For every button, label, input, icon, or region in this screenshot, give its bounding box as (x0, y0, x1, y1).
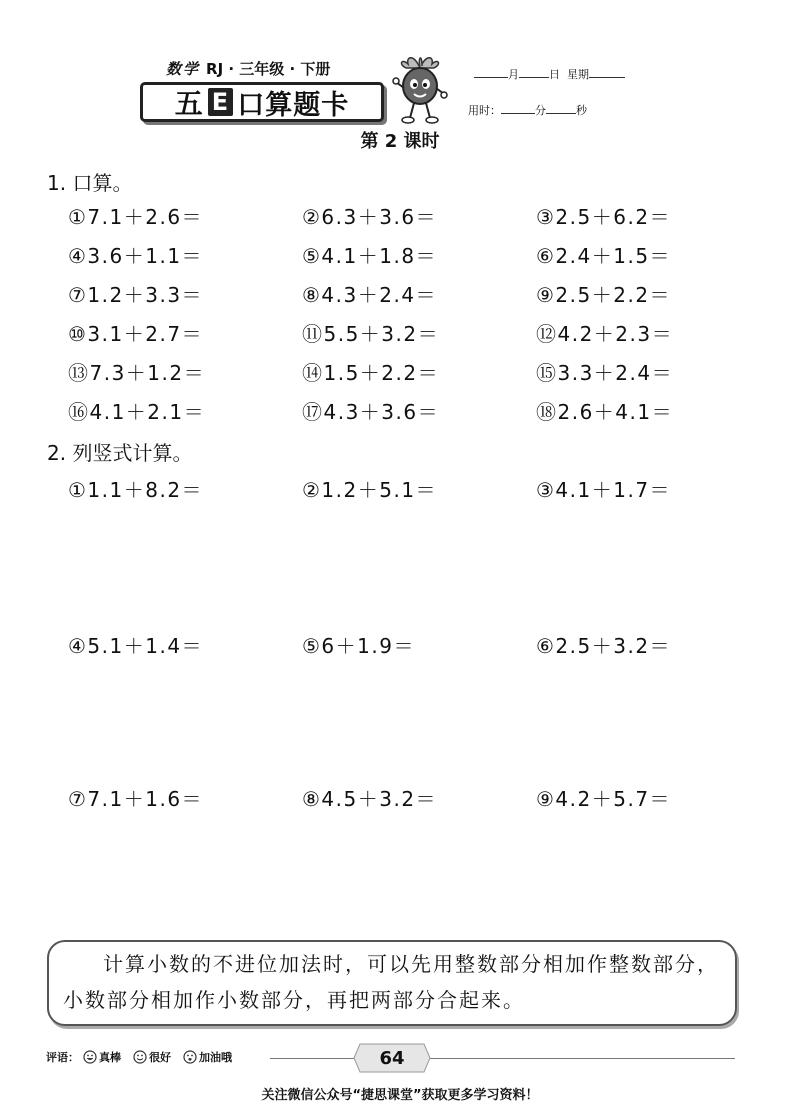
s1-problem: ⑬7.3＋1.2＝ (68, 361, 206, 385)
rating-option-great[interactable] (83, 1049, 121, 1065)
rating-option-keep-going[interactable] (183, 1049, 232, 1065)
footer-divider (270, 1058, 354, 1059)
s1-problem: ⑥2.4＋1.5＝ (536, 244, 672, 268)
s1-problem: ②6.3＋3.6＝ (302, 205, 438, 229)
day-label: 日 (549, 68, 560, 81)
s1-problem: ⑩3.1＋2.7＝ (68, 322, 204, 346)
footer-divider (430, 1058, 735, 1059)
mascot-radish-icon (392, 50, 448, 128)
date-line (474, 66, 625, 82)
s1-problem: ⑭1.5＋2.2＝ (302, 361, 440, 385)
rating-label: 评语： (46, 1051, 79, 1064)
s1-problem: ⑱2.6＋4.1＝ (536, 400, 674, 424)
smile-face-icon (133, 1050, 147, 1064)
section1-title: 1. 口算。 (47, 171, 133, 195)
section2-title: 2. 列竖式计算。 (47, 441, 193, 465)
s2-problem: ⑨4.2＋5.7＝ (536, 787, 672, 811)
time-line (468, 102, 587, 118)
title-letter: E (208, 88, 233, 116)
month-label: 月 (508, 68, 519, 81)
s2-problem: ②1.2＋5.1＝ (302, 478, 438, 502)
page-number: 64 (379, 1047, 405, 1069)
day-blank[interactable] (519, 67, 549, 78)
edition-subtitle (166, 58, 330, 79)
tip-text: 计算小数的不进位加法时，可以先用整数部分相加作整数部分，小数部分相加作小数部分，再把两部分合起来。 (63, 952, 719, 1012)
s2-problem: ④5.1＋1.4＝ (68, 634, 204, 658)
s1-problem: ⑯4.1＋2.1＝ (68, 400, 206, 424)
s1-problem: ⑪5.5＋3.2＝ (302, 322, 440, 346)
s2-problem: ⑦7.1＋1.6＝ (68, 787, 204, 811)
s2-problem: ①1.1＋8.2＝ (68, 478, 204, 502)
rating-option-good[interactable] (133, 1049, 171, 1065)
s1-problem: ⑧4.3＋2.4＝ (302, 283, 438, 307)
seconds-blank[interactable] (546, 103, 576, 114)
title-prefix: 五 (174, 87, 204, 120)
s1-problem: ④3.6＋1.1＝ (68, 244, 204, 268)
rating-option-label: 很好 (149, 1051, 171, 1064)
s2-problem: ⑧4.5＋3.2＝ (302, 787, 438, 811)
minutes-label: 分 (535, 104, 546, 117)
subject-label: 数学 (166, 60, 201, 78)
title-banner (140, 82, 384, 122)
rating-option-label: 真棒 (99, 1051, 121, 1064)
time-label: 用时： (468, 104, 501, 117)
title-suffix: 口算题卡 (237, 89, 350, 121)
weekday-label: 星期 (567, 68, 589, 81)
page-number-badge (352, 1040, 432, 1076)
big-smile-face-icon (83, 1050, 97, 1064)
minutes-blank[interactable] (501, 103, 535, 114)
s1-problem: ①7.1＋2.6＝ (68, 205, 204, 229)
lesson-title: 第 2 课时 (360, 131, 440, 152)
cheer-face-icon (183, 1050, 197, 1064)
s2-problem: ⑥2.5＋3.2＝ (536, 634, 672, 658)
seconds-label: 秒 (576, 104, 587, 117)
weekday-blank[interactable] (589, 67, 625, 78)
edition-label: RJ · 三年级 · 下册 (206, 60, 331, 78)
s1-problem: ⑰4.3＋3.6＝ (302, 400, 440, 424)
s1-problem: ⑤4.1＋1.8＝ (302, 244, 438, 268)
s1-problem: ⑨2.5＋2.2＝ (536, 283, 672, 307)
s1-problem: ⑦1.2＋3.3＝ (68, 283, 204, 307)
s1-problem: ③2.5＋6.2＝ (536, 205, 672, 229)
s2-problem: ⑤6＋1.9＝ (302, 634, 415, 658)
rating-bar (46, 1049, 240, 1065)
tip-box (47, 940, 737, 1026)
month-blank[interactable] (474, 67, 508, 78)
s1-problem: ⑫4.2＋2.3＝ (536, 322, 674, 346)
s2-problem: ③4.1＋1.7＝ (536, 478, 672, 502)
footer-notice: 关注微信公众号“捷思课堂”获取更多学习资料！ (261, 1088, 539, 1103)
rating-option-label: 加油哦 (199, 1051, 232, 1064)
s1-problem: ⑮3.3＋2.4＝ (536, 361, 674, 385)
